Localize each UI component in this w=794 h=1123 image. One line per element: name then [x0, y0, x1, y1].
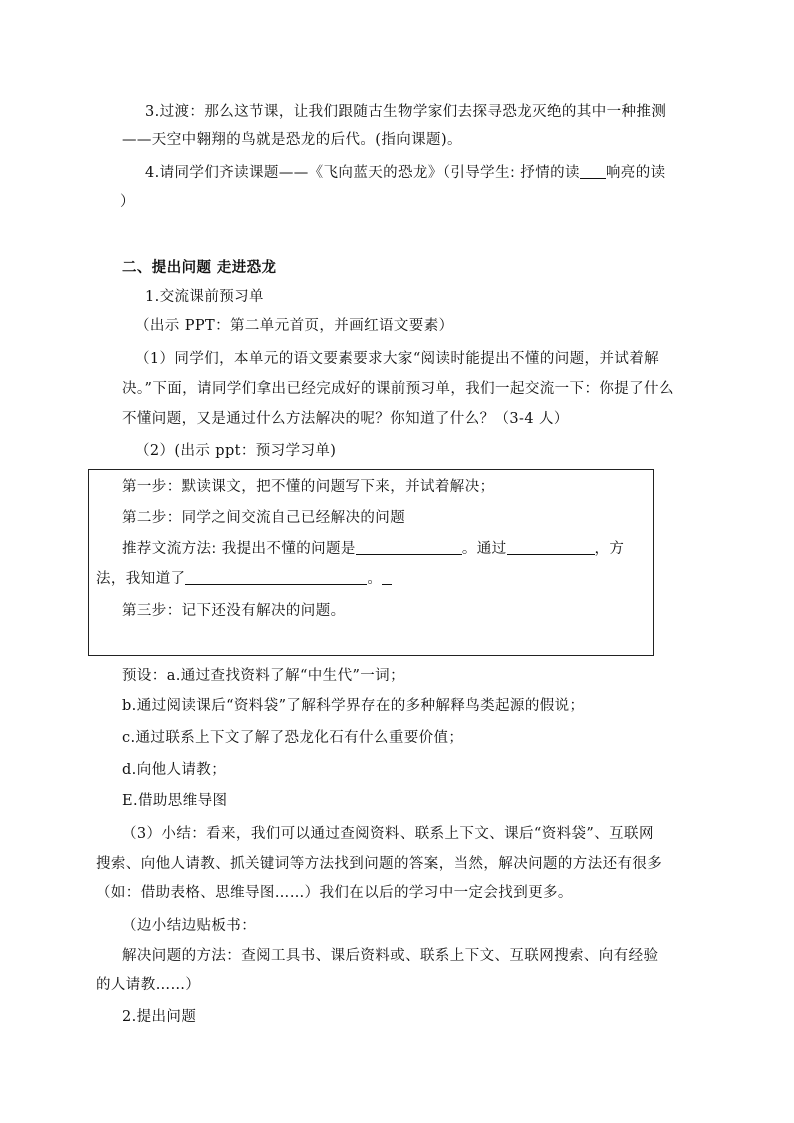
read-style-loud: 响亮的读 — [605, 165, 666, 181]
methods-line1: 解决问题的方法：查阅工具书、课后资料或、联系上下文、互联网搜索、向有经验 — [122, 948, 659, 964]
blank-tail — [382, 568, 392, 585]
methods-line2: 的人请教……） — [96, 977, 201, 993]
worksheet-method-line2 — [96, 568, 392, 590]
para1-line1: （1）同学们，本单元的语文要素要求大家“阅读时能提出不懂的问题，并试着解 — [135, 351, 660, 367]
paragraph-transition-line2: ——天空中翱翔的鸟就是恐龙的后代。(指向课题)。 — [122, 132, 462, 148]
blank-line — [580, 162, 606, 179]
method-way-text: ，方 — [594, 541, 625, 557]
blank-knowledge — [185, 568, 367, 585]
colon-mark: : — [509, 165, 516, 181]
ppt-note: （出示 PPT：第二单元首页，并画红语文要素） — [135, 318, 454, 334]
method-know-text: 法，我知道了 — [96, 571, 186, 587]
para2: （2）(出示 ppt：预习学习单) — [135, 443, 337, 459]
preset-e: E.借助思维导图 — [122, 793, 228, 809]
method-end-text: 。 — [367, 571, 383, 587]
preset-a: 预设：a.通过查找资料了解“中生代”一词； — [122, 668, 405, 684]
summary-line1: （3）小结：看来，我们可以通过查阅资料、联系上下文、课后“资料袋”、互联网 — [122, 826, 654, 842]
paragraph-read-title-line1 — [145, 162, 666, 184]
worksheet-step1: 第一步：默读课文，把不懂的问题写下来，并试着解决； — [122, 479, 495, 495]
paragraph-transition-line1: 3.过渡：那么这节课，让我们跟随古生物学家们去探寻恐龙灭绝的其中一种推测 — [145, 104, 667, 120]
method-question-text: 我提出不懂的问题是 — [221, 541, 356, 557]
preset-d: d.向他人请教； — [122, 762, 227, 778]
colon-mark: : — [211, 541, 217, 557]
worksheet-step3: 第三步：记下还没有解决的问题。 — [122, 603, 346, 619]
blank-method — [507, 538, 595, 555]
preset-b: b.通过阅读课后“资料袋”了解科学界存在的多种解释鸟类起源的假说； — [122, 698, 585, 714]
section-heading: 二、提出问题 走进恐龙 — [122, 259, 277, 276]
paragraph-read-title-line2: ） — [120, 194, 135, 210]
method-label: 推荐文流方法 — [122, 541, 212, 557]
read-title-text: 4.请同学们齐读课题——《飞向蓝天的恐龙》（引导学生 — [145, 165, 510, 181]
item1-title: 1.交流课前预习单 — [145, 289, 264, 305]
worksheet-step2: 第二步：同学之间交流自己已经解决的问题 — [122, 510, 406, 526]
blank-question — [356, 538, 462, 555]
method-through-text: 。通过 — [461, 541, 507, 557]
item2-title: 2.提出问题 — [122, 1009, 197, 1025]
worksheet-method-line1 — [122, 538, 624, 560]
board-note: （边小结边贴板书： — [122, 918, 257, 934]
preset-c: c.通过联系上下文了解了恐龙化石有什么重要价值； — [122, 730, 464, 746]
summary-line2: 搜索、向他人请教、抓关键词等方法找到问题的答案，当然，解决问题的方法还有很多 — [96, 856, 663, 872]
para1-line2: 决。”下面，请同学们拿出已经完成好的课前预习单，我们一起交流一下：你提了什么 — [122, 381, 674, 397]
read-style-emotional: 抒情的读 — [520, 165, 580, 181]
summary-line3: （如：借助表格、思维导图……）我们在以后的学习中一定会找到更多。 — [96, 885, 573, 901]
para1-line3: 不懂问题，又是通过什么方法解决的呢？你知道了什么？（3-4 人） — [122, 411, 569, 427]
